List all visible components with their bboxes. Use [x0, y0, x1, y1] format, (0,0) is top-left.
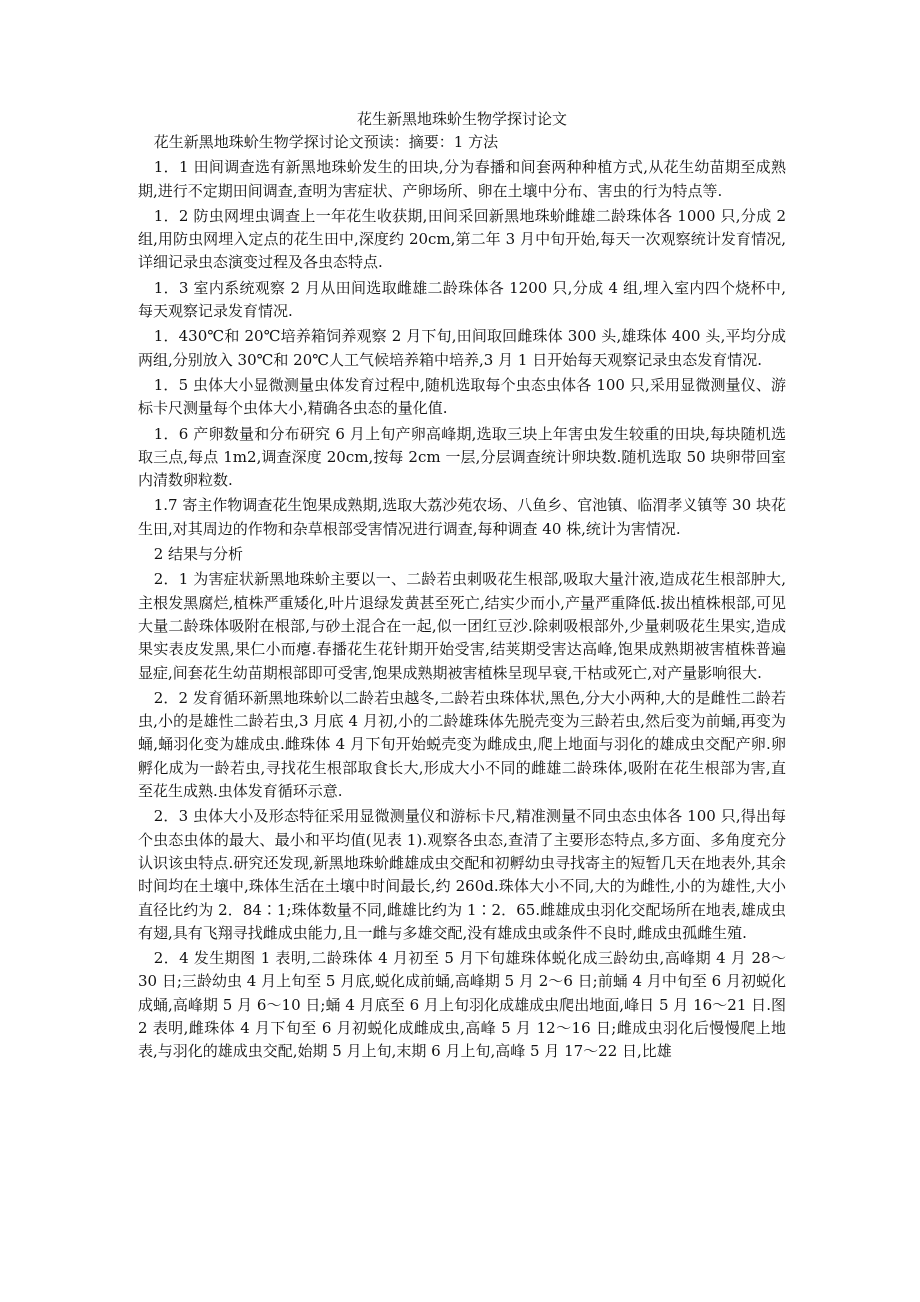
paragraph-1-4: 1．430℃和 20℃培养箱饲养观察 2 月下旬,田间取回雌珠体 300 头,雄珠体 400 头,平均分成两组,分别放入 30℃和 20℃人工气候培养箱中培养,3 月 1 日开始每天观察记录虫态发育情况.: [138, 327, 786, 369]
paragraph-1-1: 1．1 田间调查选有新黑地珠蚧发生的田块,分为春播和间套两种种植方式,从花生幼苗期至成熟期,进行不定期田间调查,查明为害症状、产卵场所、卵在土壤中分布、害虫的行为特点等.: [138, 158, 786, 200]
paragraph-1-5: 1．5 虫体大小显微测量虫体发育过程中,随机选取每个虫态虫体各 100 只,采用显微测量仪、游标卡尺测量每个虫体大小,精确各虫态的量化值.: [138, 375, 786, 418]
paragraph-1-6: 1．6 产卵数量和分布研究 6 月上旬产卵高峰期,选取三块上年害虫发生较重的田块,每块随机选取三点,每点 1m2,调查深度 20cm,按每 2cm 一层,分层调查统计卵块数.随机选取 50 块卵带回室内清数卵粒数.: [138, 424, 786, 490]
paragraph-1-2: 1．2 防虫网埋虫调查上一年花生收获期,田间采回新黑地珠蚧雌雄二龄珠体各 1000 只,分成 2 组,用防虫网埋入定点的花生田中,深度约 20cm,第二年 3 月中旬开始,每天一次观察统计发育情况,详细记录虫态演变过程及各虫态特点.: [138, 206, 786, 272]
paragraph-1-3: 1．3 室内系统观察 2 月从田间选取雌雄二龄珠体各 1200 只,分成 4 组,埋入室内四个烧杯中,每天观察记录发育情况.: [138, 278, 786, 321]
paragraph-2-1: 2．1 为害症状新黑地珠蚧主要以一、二龄若虫刺吸花生根部,吸取大量汁液,造成花生根部肿大,主根发黑腐烂,植株严重矮化,叶片退绿发黄甚至死亡,结实少而小,产量严重降低.拔出植株根部,可见大量二龄珠体吸附在根部,与砂土混合在一起,似一团红豆沙.除刺吸根部外,少量刺吸花生果实,造成果实表皮发黑,果仁小而瘪.春播花生花针期开始受害,结荚期受害达高峰,饱果成熟期被害植株普遍显症,间套花生幼苗期根部即可受害,饱果成熟期被害植株呈现早衰,干枯或死亡,对产量影响很大.: [138, 570, 786, 682]
paragraph-preview: 花生新黑地珠蚧生物学探讨论文预读：摘要：1 方法: [153, 133, 499, 151]
paragraph-2-2: 2．2 发育循环新黑地珠蚧以二龄若虫越冬,二龄若虫珠体状,黑色,分大小两种,大的是雌性二龄若虫,小的是雄性二龄若虫,3 月底 4 月初,小的二龄雄珠体先脱壳变为三龄若虫,然后变为前蛹,再变为蛹,蛹羽化变为雄成虫.雌珠体 4 月下旬开始蜕壳变为雌成虫,爬上地面与羽化的雄成虫交配产卵.卵孵化成为一龄若虫,寻找花生根部取食长大,形成大小不同的雌雄二龄珠体,吸附在花生根部为害,直至花生成熟.虫体发育循环示意.: [138, 688, 786, 801]
section-heading-results: 2 结果与分析: [153, 545, 244, 564]
document-title: 花生新黑地珠蚧生物学探讨论文: [356, 110, 567, 128]
document-page: [138, 108, 786, 1066]
paragraph-2-4: 2．4 发生期图 1 表明,二龄珠体 4 月初至 5 月下旬雄珠体蜕化成三龄幼虫,高峰期 4 月 28～30 日;三龄幼虫 4 月上旬至 5 月底,蜕化成前蛹,高峰期 5 月 2～6 日;前蛹 4 月中旬至 6 月初蜕化成蛹,高峰期 5 月 6～10 日;蛹 4 月底至 6 月上旬羽化成雄成虫爬出地面,峰日 5 月 16～21 日.图 2 表明,雌珠体 4 月下旬至 6 月初蜕化成雌成虫,高峰 5 月 12～16 日;雌成虫羽化后慢慢爬上地表,与羽化的雄成虫交配,始期 5 月上旬,末期 6 月上旬,高峰 5 月 17～22 日,比雄: [138, 949, 786, 1061]
paragraph-2-3: 2．3 虫体大小及形态特征采用显微测量仪和游标卡尺,精准测量不同虫态虫体各 100 只,得出每个虫态虫体的最大、最小和平均值(见表 1).观察各虫态,查清了主要形态特点,多方面、多角度充分认识该虫特点.研究还发现,新黑地珠蚧雌雄成虫交配和初孵幼虫寻找寄主的短暂几天在地表外,其余时间均在土壤中,珠体生活在土壤中时间最长,约 260d.珠体大小不同,大的为雌性,小的为雄性,大小直径比约为 2．84∶1;珠体数量不同,雌雄比约为 1∶2．65.雌雄成虫羽化交配场所在地表,雄成虫有翅,具有飞翔寻找雌成虫能力,且一雌与多雄交配,没有雄成虫或条件不良时,雌成虫孤雌生殖.: [138, 807, 786, 942]
paragraph-1-7: 1.7 寄主作物调查花生饱果成熟期,选取大荔沙苑农场、八鱼乡、官池镇、临渭孝义镇等 30 块花生田,对其周边的作物和杂草根部受害情况进行调查,每种调查 40 株,统计为害情况.: [138, 496, 786, 538]
